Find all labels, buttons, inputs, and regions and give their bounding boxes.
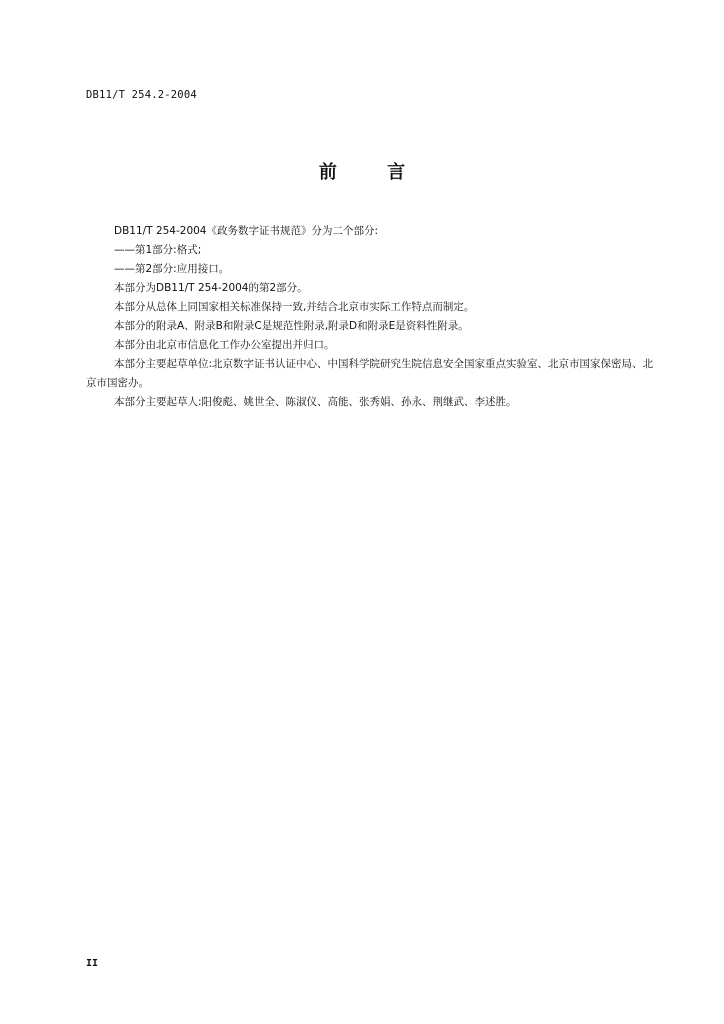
- document-code: DB11/T 254.2-2004: [86, 89, 197, 101]
- paragraph-part-2: ——第2部分:应用接口。: [114, 263, 230, 275]
- paragraph-proposer: 本部分由北京市信息化工作办公室提出并归口。: [114, 339, 335, 351]
- paragraph-consistency: 本部分从总体上同国家相关标准保持一致,并结合北京市实际工作特点而制定。: [114, 301, 475, 313]
- paragraph-parts-intro: DB11/T 254-2004《政务数字证书规范》分为二个部分:: [114, 225, 379, 237]
- paragraph-drafting-units: 本部分主要起草单位:北京数字证书认证中心、中国科学院研究生院信息安全国家重点实验室、北京市国家保密局、北京市国密办。: [86, 358, 654, 389]
- paragraph-part-1: ——第1部分:格式;: [114, 244, 202, 256]
- paragraph-drafters: 本部分主要起草人:阳俊彪、姚世全、陈淑仪、高能、张秀娟、孙永、荆继武、李述胜。: [114, 396, 517, 408]
- paragraph-this-part: 本部分为DB11/T 254-2004的第2部分。: [114, 282, 308, 294]
- page-title: 前 言: [318, 162, 428, 183]
- page-number: II: [86, 958, 99, 969]
- paragraph-appendices: 本部分的附录A、附录B和附录C是规范性附录,附录D和附录E是资料性附录。: [114, 320, 469, 332]
- foreword-body: [86, 222, 658, 412]
